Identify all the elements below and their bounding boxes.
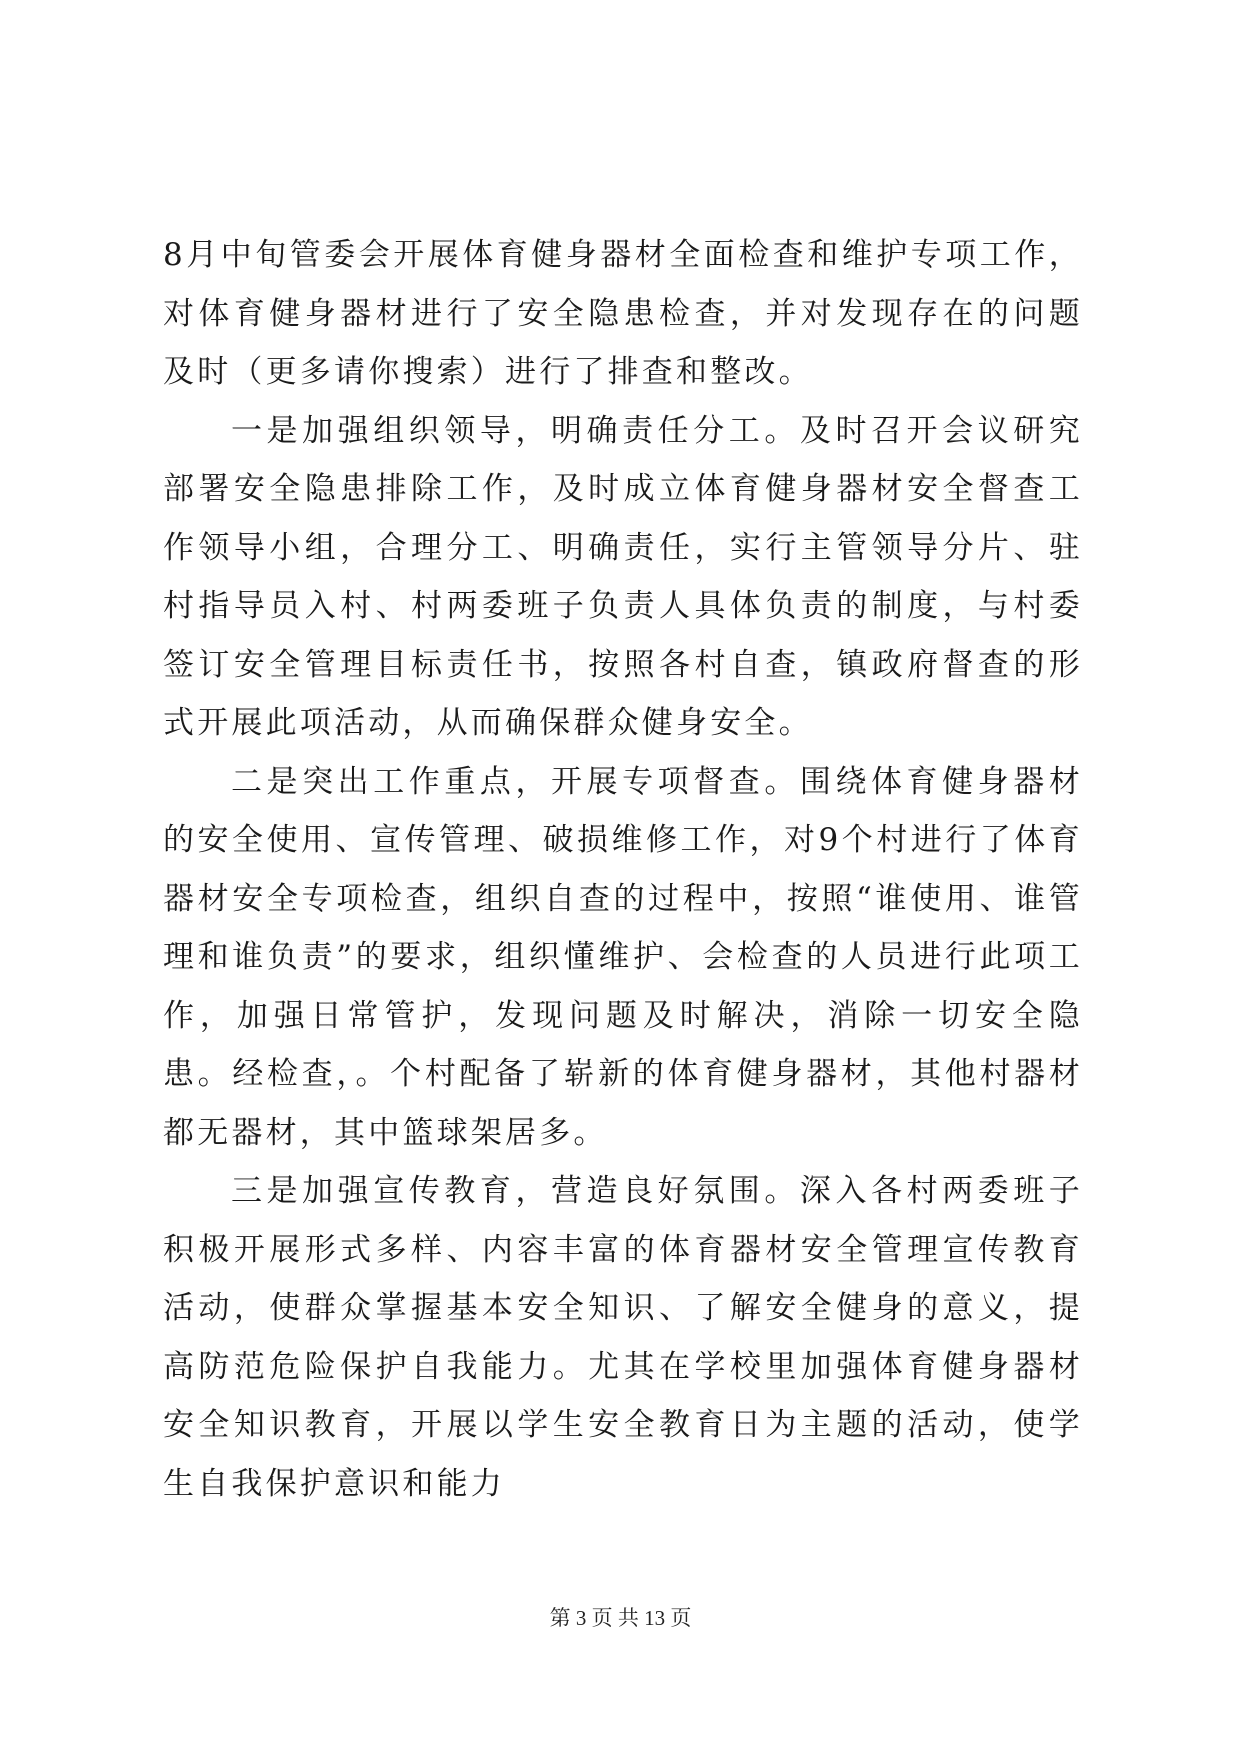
paragraph-publicity-education: 三是加强宣传教育，营造良好氛围。深入各村两委班子积极开展形式多样、内容丰富的体育器材安全管理宣传教育活动，使群众掌握基本安全知识、了解安全健身的意义，提高防范危险保护自我能力。尤其在学校里加强体育健身器材安全知识教育，开展以学生安全教育日为主题的活动，使学生自我保护意识和能力 — [163, 1173, 1083, 1502]
paragraph-continuation: 8月中旬管委会开展体育健身器材全面检查和维护专项工作，对体育健身器材进行了安全隐患检查，并对发现存在的问题及时（更多请你搜索）进行了排查和整改。 — [163, 237, 1083, 390]
document-body — [163, 226, 1083, 1513]
paragraph-special-inspection: 二是突出工作重点，开展专项督查。围绕体育健身器材的安全使用、宣传管理、破损维修工作，对9个村进行了体育器材安全专项检查，组织自查的过程中，按照“谁使用、谁管理和谁负责”的要求，组织懂维护、会检查的人员进行此项工作，加强日常管护，发现问题及时解决，消除一切安全隐患。经检查，。个村配备了崭新的体育健身器材，其他村器材都无器材，其中篮球架居多。 — [163, 763, 1083, 1151]
paragraph-organization-leadership: 一是加强组织领导，明确责任分工。及时召开会议研究部署安全隐患排除工作，及时成立体育健身器材安全督查工作领导小组，合理分工、明确责任，实行主管领导分片、驻村指导员入村、村两委班子负责人具体负责的制度，与村委签订安全管理目标责任书，按照各村自查，镇政府督查的形式开展此项活动，从而确保群众健身安全。 — [163, 412, 1083, 741]
page-number-footer: 第 3 页 共 13 页 — [549, 1606, 692, 1630]
